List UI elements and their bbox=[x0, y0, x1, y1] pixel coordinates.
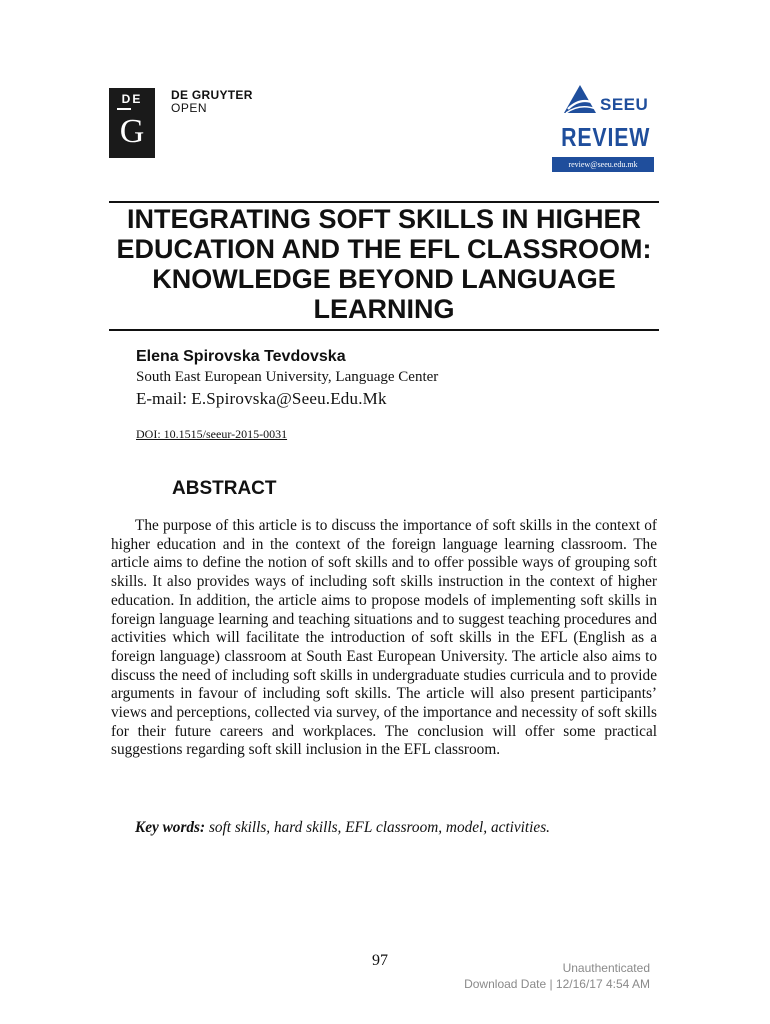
keywords-list: soft skills, hard skills, EFL classroom, model, activities. bbox=[208, 819, 550, 836]
seeu-review-logo bbox=[548, 83, 656, 175]
publisher-name-sub: OPEN bbox=[171, 101, 208, 115]
author-name: Elena Spirovska Tevdovska bbox=[136, 348, 346, 365]
title-rule-top bbox=[109, 201, 659, 203]
de-gruyter-logo bbox=[109, 88, 155, 158]
journal-email: review@seeu.edu.mk bbox=[552, 157, 654, 172]
title-rule-bottom bbox=[109, 329, 659, 331]
seeu-triangle-icon bbox=[562, 83, 598, 119]
keywords-label: Key words: bbox=[135, 819, 206, 836]
abstract-heading: ABSTRACT bbox=[172, 478, 277, 499]
logo-bar bbox=[117, 108, 131, 110]
publisher-name-main: DE GRUYTER bbox=[171, 88, 253, 102]
logo-mark-top: DE bbox=[121, 92, 143, 106]
seeu-wordmark: SEEU bbox=[600, 95, 649, 114]
download-date: Download Date | 12/16/17 4:54 AM bbox=[464, 977, 650, 991]
page-number: 97 bbox=[372, 952, 388, 969]
author-email bbox=[136, 389, 387, 409]
email-label: E-mail: bbox=[136, 389, 192, 408]
auth-status: Unauthenticated bbox=[562, 961, 650, 975]
logo-mark-letter: G bbox=[119, 113, 145, 150]
email-address: E.Spirovska@Seeu.Edu.Mk bbox=[191, 389, 387, 408]
download-watermark bbox=[464, 960, 650, 992]
publisher-name bbox=[171, 89, 253, 115]
article-title: INTEGRATING SOFT SKILLS IN HIGHER EDUCATION AND THE EFL CLASSROOM: KNOWLEDGE BEYOND LANGUAGE LEARNING bbox=[116, 204, 652, 324]
keywords bbox=[135, 819, 550, 837]
doi-link[interactable]: DOI: 10.1515/seeur-2015-0031 bbox=[136, 427, 288, 441]
review-wordmark: REVIEW bbox=[561, 122, 651, 152]
abstract-text: The purpose of this article is to discuss the importance of soft skills in the context of higher education and in the context of the foreign language learning classroom. The article aims to define the notion of soft skills and to offer possible ways of grouping soft skills. It also provides ways of including soft skills instruction in the context of higher education. In addition, the article aims to propose models of implementing soft skills in foreign language learning and teaching situations and to suggest teaching procedures and activities which will facilitate the introduction of soft skills in the EFL (English as a foreign language) classroom at South East European University. The article also aims to discuss the need of including soft skills in undergraduate studies curricula and to provide arguments in favour of including soft skills. The article will also present participants’ views and perceptions, collected via survey, of the importance and necessity of soft skills for their future careers and workplaces. The conclusion will offer some practical suggestions regarding soft skill inclusion in the EFL classroom. bbox=[111, 517, 657, 759]
author-affiliation: South East European University, Language Center bbox=[136, 369, 439, 385]
